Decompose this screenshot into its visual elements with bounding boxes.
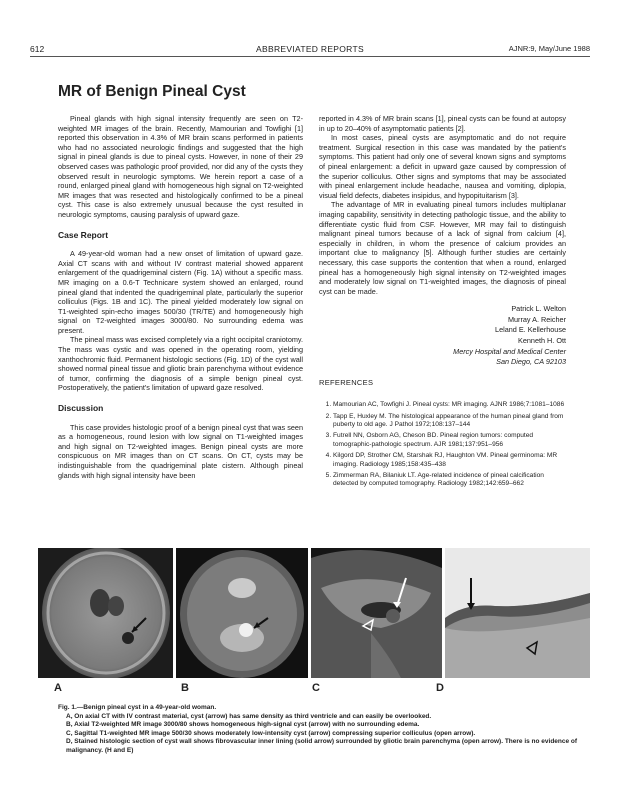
discussion-paragraph: This case provides histologic proof of a benign pineal cyst that was seen as a homogeneous, round lesion with low signal on T1-weighted images and high signal on T2-weighted images. Benign pineal cysts are more conspicuous on MR images than on CT scans. On CT, cysts may be indistinguishable from the quadrigeminal plate cistern. Although pineal glands with high signal intensity have been <box>58 422 303 480</box>
caption-a: A, On axial CT with IV contrast material, cyst (arrow) has same density as third ventricle and can easily be overlooked. <box>66 712 432 720</box>
author-name: Murray A. Reicher <box>507 314 566 324</box>
author-name: Patrick L. Welton <box>511 304 566 314</box>
panel-label-c: C <box>312 682 320 694</box>
caption-d: D, Stained histologic section of cyst wall shows fibrovascular inner lining (solid arrow) surrounded by gliotic brain parenchyma (open arrow). There is no evidence of malignancy. (H and E) <box>66 738 578 754</box>
figure-panel-b-t2-mri <box>176 548 308 678</box>
author-name: Kenneth H. Ott <box>518 336 566 346</box>
running-header <box>30 44 590 56</box>
figure-panel-a-ct-image <box>38 548 173 678</box>
article-title: MR of Benign Pineal Cyst <box>58 83 246 100</box>
caption-title: Fig. 1.—Benign pineal cyst in a 49-year-old woman. <box>58 704 217 711</box>
caption-b: B, Axial T2-weighted MR image 3000/80 shows homogeneous high-signal cyst (arrow) with no surrounding edema. <box>66 721 420 728</box>
case-paragraph-2: The pineal mass was excised completely via a right occipital craniotomy. The mass was cystic and was opened in the operating room, yielding xanthochromic fluid. Permanent histologic sections (Fig. 1D) of the cyst wall showed normal pineal tissue and gliotic brain parenchyma without evidence of tumor, confirming the diagnosis of a simple benign pineal cyst. Postoperatively, the patient's limitation of upward gaze resolved. <box>58 335 303 393</box>
figure-panels <box>38 548 590 678</box>
panel-label-a: A <box>54 682 62 694</box>
panel-label-b: B <box>181 682 189 694</box>
case-paragraph-1: A 49-year-old woman had a new onset of limitation of upward gaze. Axial CT scans with and without IV contrast material showed apparent enlargement of the quadrigeminal cistern (Fig. 1A) without a specific mass. MR imaging on a 0.6-T Technicare system showed an enlarged, round pineal gland that indented the quadrigeminal plate, particularly the superior colliculus (Figs. 1B and 1C). The pineal yielded moderately low signal on T1-weighted spin-echo images 500/30 (TR/TE) and homogeneously high signal on T2-weighted images 3000/80. No surrounding edema was present. <box>58 249 303 335</box>
header-rule <box>30 56 590 57</box>
right-column <box>319 114 566 491</box>
section-title: ABBREVIATED REPORTS <box>256 44 364 54</box>
discussion-heading: Discussion <box>58 403 104 414</box>
page-number: 612 <box>30 44 45 54</box>
continued-paragraph: reported in 4.3% of MR brain scans [1], pineal cysts can be found at autopsy in up to 20–40% of asymptomatic patients [2]. <box>319 114 566 133</box>
figure-caption <box>58 704 578 755</box>
references-list <box>319 401 566 488</box>
reference-item: 5. Zimmerman RA, Bilaniuk LT. Age-related incidence of pineal calcification detected by computed tomography. Radiology 1982;142:659–662 <box>333 472 566 489</box>
figure-panel-c-t1-sagittal-mri <box>311 548 442 678</box>
caption-c: C, Sagittal T1-weighted MR image 500/30 shows moderately low-intensity cyst (arrow) compressing superior colliculus (open arrow). <box>66 729 476 737</box>
affiliation-location: San Diego, CA 92103 <box>496 357 566 367</box>
reference-item: 3. Futrell NN, Osborn AG, Cheson BD. Pineal region tumors: computed tomographic-pathologic spectrum. AJR 1981;137:951–956 <box>333 432 566 449</box>
case-report-heading: Case Report <box>58 229 109 240</box>
reference-item: 4. Kilgord DP, Strother CM, Starshak RJ, Haughton VM. Pineal germinoma: MR imaging. Radiology 1985;158:435–438 <box>333 452 566 469</box>
left-column <box>58 114 303 480</box>
reference-item: 2. Tapp E, Huxley M. The histological appearance of the human pineal gland from puberty to old age. J Pathol 1972;108:137–144 <box>333 413 566 430</box>
journal-citation: AJNR:9, May/June 1988 <box>508 44 590 53</box>
author-signature <box>319 304 566 368</box>
references-heading: REFERENCES <box>319 377 374 387</box>
figure-panel-d-histology <box>445 548 590 678</box>
reference-item: 1. Mamourian AC, Towfighi J. Pineal cysts: MR imaging. AJNR 1986;7:1081–1086 <box>333 401 566 410</box>
intro-paragraph: Pineal glands with high signal intensity frequently are seen on T2-weighted MR images of the brain. Recently, Mamourian and Towfighi [1] reported this observation in 4.3% of MR brain scans performed in patients who had no associated neurologic findings and suggested that the high signal in pineal glands is due to pineal cysts. However, in none of their 29 observed cases was pathologic proof provided, nor did any of the cysts they observed result in neurologic symptoms. We herein report a case of a round, enlarged pineal gland with homogeneous high signal on T2-weighted MR images that was resected and histologically confirmed to be a pineal cyst. This case is also extremely unusual because the cyst resulted in neurologic symptoms, causing paralysis of upward gaze. <box>58 114 303 219</box>
affiliation: Mercy Hospital and Medical Center <box>453 346 566 356</box>
author-name: Leland E. Kellerhouse <box>495 325 566 335</box>
panel-label-d: D <box>436 682 444 694</box>
treatment-paragraph: In most cases, pineal cysts are asymptomatic and do not require treatment. Surgical resection in this case was mandated by the patient's symptoms. This patient had only one of several known signs and symptoms of pineal enlargement: a deficit in upward gaze caused by compression of the superior colliculus. Other signs and symptoms that may be associated with pineal enlargement include headache, nausea and vomiting, diplopia, visual field defects, diabetes insipidus, and hypopituitarism [3]. <box>319 133 566 200</box>
advantage-paragraph: The advantage of MR in evaluating pineal tumors includes multiplanar imaging capability, sensitivity in detecting pathologic tissue, and the ability to differentiate cystic fluid from CSF. However, MR may fail to distinguish malignant pineal tumors because of a lack of signal from calcium [4], especially in children, in whom the presence of calcium provides an important clue to malignancy [5]. Although further studies are certainly necessary, this case supports the contention that when a round, enlarged pineal has a homogeneously high signal intensity on T2-weighted images and moderately low signal on T1-weighted images, the diagnosis of pineal cyst can be made. <box>319 200 566 296</box>
